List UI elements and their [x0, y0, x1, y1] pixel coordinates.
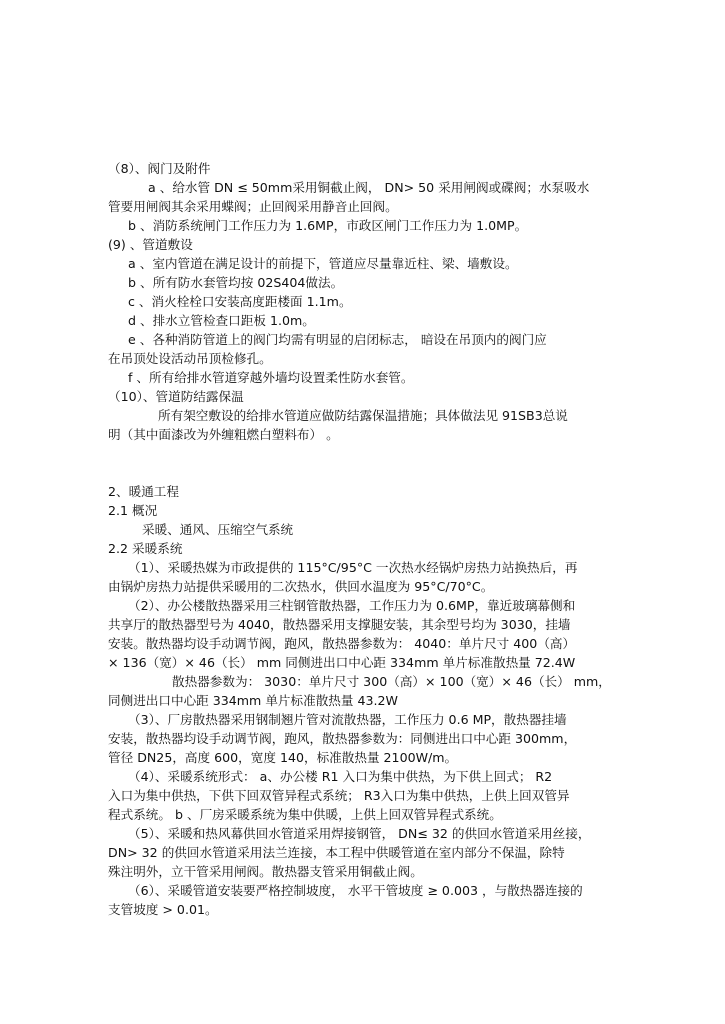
text-line: （6）、采暖管道安装要严格控制坡度， 水平干管坡度 ≥ 0.003 ，与散热器连接的	[128, 883, 583, 898]
text-line: （2）、办公楼散热器采用三柱钢管散热器，工作压力为 0.6MP，靠近玻璃幕侧和	[128, 598, 576, 613]
text-line: （5）、采暖和热风幕供回水管道采用焊接钢管， DN≤ 32 的供回水管道采用丝接，	[128, 826, 591, 841]
text-line: 散热器参数为： 3030：单片尺寸 300（高）× 100（宽）× 46（长） mm，	[172, 674, 611, 689]
text-line: 在吊顶处设活动吊顶检修孔。	[108, 351, 272, 366]
text-line: 支管坡度 > 0.01。	[108, 902, 218, 917]
text-line: b 、所有防水套管均按 02S404做法。	[128, 275, 344, 290]
text-line: DN> 32 的供回水管道采用法兰连接，本工程中供暖管道在室内部分不保温，除特	[108, 845, 565, 860]
section-heading: （10）、管道防结露保温	[108, 389, 244, 404]
section-heading: 2.1 概况	[108, 503, 158, 518]
text-line: 共享厅的散热器型号为 4040，散热器采用支撑腿安装，其余型号均为 3030，挂墙	[108, 617, 571, 632]
text-line: 同侧进出口中心距 334mm 单片标准散热量 43.2W	[108, 693, 398, 708]
section-heading: （8）、阀门及附件	[108, 161, 211, 176]
text-line: f 、所有给排水管道穿越外墙均设置柔性防水套管。	[128, 370, 414, 385]
text-line: （3）、厂房散热器采用钢制翘片管对流散热器，工作压力 0.6 MP，散热器挂墙	[128, 712, 567, 727]
section-heading: (9) 、管道敷设	[108, 237, 193, 252]
text-line: 殊注明外，立干管采用闸阀。散热器支管采用铜截止阀。	[108, 864, 423, 879]
text-line: 管径 DN25，高度 600，宽度 140，标准散热量 2100W/m。	[108, 750, 458, 765]
text-line: × 136（宽）× 46（长） mm 同侧进出口中心距 334mm 单片标准散热量 72.4W	[108, 655, 576, 670]
text-line: 安装。散热器均设手动调节阀，跑风，散热器参数为： 4040：单片尺寸 400（高）	[108, 636, 576, 651]
text-line: 程式系统。 b 、厂房采暖系统为集中供暖，上供上回双管异程式系统。	[108, 807, 502, 822]
text-line: e 、各种消防管道上的阀门均需有明显的启闭标志， 暗设在吊顶内的阀门应	[128, 332, 547, 347]
text-line: 所有架空敷设的给排水管道应做防结露保温措施；具体做法见 91SB3总说	[158, 408, 568, 423]
text-line: 采暖、通风、压缩空气系统	[142, 522, 294, 537]
text-line: a 、给水管 DN ≤ 50mm采用铜截止阀， DN> 50 采用闸阀或碟阀；水泵吸水	[148, 180, 590, 195]
text-line: 安装，散热器均设手动调节阀，跑风，散热器参数为：同侧进出口中心距 300mm，	[108, 731, 577, 746]
text-line: 入口为集中供热，下供下回双管异程式系统； R3入口为集中供热，上供上回双管异	[108, 788, 570, 803]
text-line: b 、消防系统闸门工作压力为 1.6MP，市政区闸门工作压力为 1.0MP。	[128, 218, 528, 233]
text-line: （1）、采暖热媒为市政提供的 115°C/95°C 一次热水经锅炉房热力站换热后，再	[128, 560, 578, 575]
text-line: 明（其中面漆改为外缠粗燃白塑料布） 。	[108, 427, 339, 442]
text-line: a 、室内管道在满足设计的前提下，管道应尽量靠近柱、梁、墙敷设。	[128, 256, 518, 271]
text-line: d 、排水立管检查口距板 1.0m。	[128, 313, 315, 328]
text-line: （4）、采暖系统形式： a、办公楼 R1 入口为集中供热，为下供上回式； R2	[128, 769, 553, 784]
text-line: 由锅炉房热力站提供采暖用的二次热水，供回水温度为 95°C/70°C。	[108, 579, 494, 594]
section-heading: 2.2 采暖系统	[108, 541, 183, 556]
text-line: 管要用闸阀其余采用蝶阀；止回阀采用静音止回阀。	[108, 199, 398, 214]
text-line: c 、消火栓栓口安装高度距楼面 1.1m。	[128, 294, 352, 309]
chapter-heading: 2、暖通工程	[108, 484, 179, 499]
